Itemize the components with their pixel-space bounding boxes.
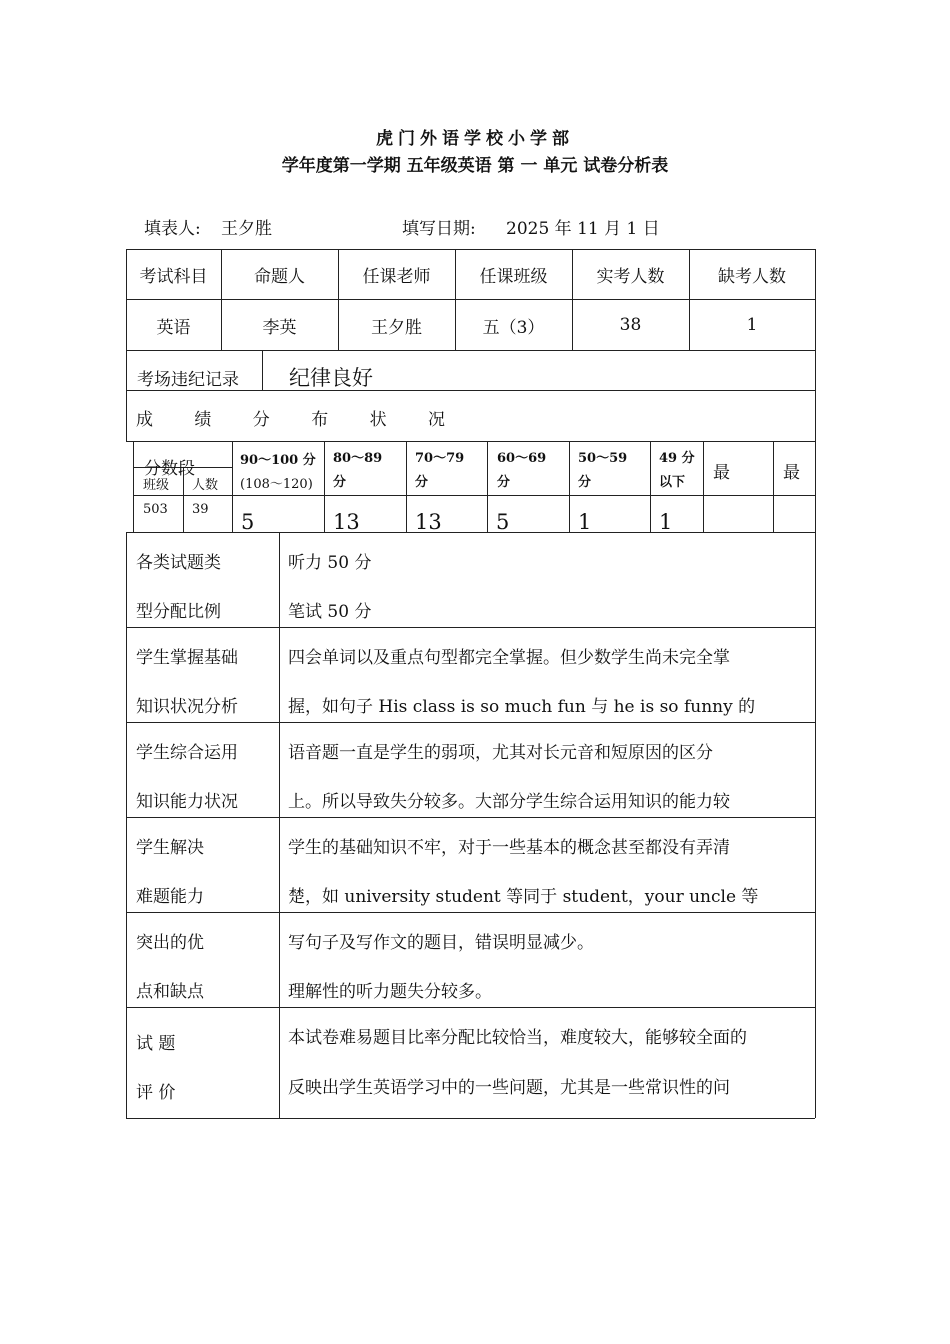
analysis-1-label-1: 各类试题类 — [136, 553, 221, 573]
analysis-4-label-1: 学生解决 — [136, 838, 204, 858]
header-class: 任课班级 — [479, 266, 548, 287]
header-absent: 缺考人数 — [718, 266, 786, 287]
analysis-3-label-1: 学生综合运用 — [136, 743, 238, 763]
analysis-4-text-2: 楚，如 university student 等同于 student，your uncle 等 — [288, 887, 759, 907]
row-range-1: 5 — [241, 510, 255, 534]
analysis-5-label-2: 点和缺点 — [136, 982, 204, 1002]
school-title: 虎门外语学校小学部 — [376, 129, 574, 149]
discipline-label: 考场违纪记录 — [137, 370, 239, 390]
analysis-1-text-1: 听力 50 分 — [288, 553, 372, 573]
range-header-3-line2: 分 — [415, 475, 429, 490]
class-label: 班级 — [143, 478, 170, 493]
range-header-1-line2: (108～120) — [240, 477, 313, 492]
analysis-6-text-2: 反映出学生英语学习中的一些问题，尤其是一些常识性的问 — [288, 1078, 730, 1098]
header-teacher: 任课老师 — [362, 266, 431, 287]
date-label: 填写日期: — [402, 219, 476, 239]
analysis-6-text-1: 本试卷难易题目比率分配比较恰当，难度较大，能够较全面的 — [288, 1028, 747, 1048]
analysis-6-label-2: 评 价 — [136, 1083, 176, 1103]
analysis-6-label-1: 试 题 — [136, 1034, 176, 1054]
form-subtitle: 学年度第一学期 五年级英语 第 一 单元 试卷分析表 — [281, 156, 669, 176]
analysis-1-label-2: 型分配比例 — [136, 602, 221, 622]
discipline-value: 纪律良好 — [289, 366, 373, 390]
range-header-4-line1: 60～69 — [497, 451, 547, 466]
filler-name: 王夕胜 — [221, 219, 272, 239]
range-header-6-line2: 以下 — [659, 475, 686, 490]
analysis-3-text-1: 语音题一直是学生的弱项，尤其对长元音和短原因的区分 — [288, 743, 713, 763]
analysis-2-label-1: 学生掌握基础 — [136, 648, 238, 668]
range-header-4-line2: 分 — [497, 475, 511, 490]
analysis-3-text-2: 上。所以导致失分较多。大部分学生综合运用知识的能力较 — [288, 792, 730, 812]
date-value: 2025 年 11 月 1 日 — [506, 219, 660, 239]
analysis-3-label-2: 知识能力状况 — [136, 792, 238, 812]
analysis-1-text-2: 笔试 50 分 — [288, 602, 372, 622]
range-header-5-line1: 50～59 — [578, 451, 628, 466]
header-subject: 考试科目 — [139, 266, 208, 287]
value-class: 五（3） — [482, 317, 545, 338]
value-teacher: 王夕胜 — [371, 317, 422, 338]
analysis-2-text-2: 握，如句子 His class is so much fun 与 he is so funny 的 — [288, 697, 756, 717]
range-header-2-line2: 分 — [333, 475, 347, 490]
analysis-5-text-2: 理解性的听力题失分较多。 — [288, 982, 492, 1002]
max-header: 最 — [713, 463, 730, 483]
value-attended: 38 — [619, 315, 642, 335]
row-range-4: 5 — [496, 510, 510, 534]
analysis-2-label-2: 知识状况分析 — [136, 697, 238, 717]
range-header-1-line1: 90～100 分 — [240, 453, 316, 468]
row-range-5: 1 — [578, 510, 592, 534]
row-range-2: 13 — [333, 510, 360, 534]
filler-label: 填表人: — [144, 219, 201, 239]
count-label: 人数 — [192, 478, 219, 493]
row-class: 503 — [143, 502, 168, 517]
row-count: 39 — [192, 502, 209, 517]
range-header-6-line1: 49 分 — [659, 451, 695, 466]
analysis-5-text-1: 写句子及写作文的题目，错误明显减少。 — [288, 933, 594, 953]
range-header-3-line1: 70～79 — [415, 451, 465, 466]
row-range-6: 1 — [659, 510, 673, 534]
corner-label: 分数段 — [144, 459, 195, 479]
header-attended: 实考人数 — [596, 266, 665, 287]
range-header-2-line1: 80～89 — [333, 451, 383, 466]
value-subject: 英语 — [156, 317, 191, 338]
analysis-5-label-1: 突出的优 — [136, 933, 204, 953]
distribution-heading: 成 绩 分 布 状 况 — [136, 410, 464, 430]
row-range-3: 13 — [415, 510, 442, 534]
header-setter: 命题人 — [254, 266, 305, 287]
min-header: 最 — [783, 463, 800, 483]
analysis-4-label-2: 难题能力 — [136, 887, 204, 907]
analysis-4-text-1: 学生的基础知识不牢，对于一些基本的概念甚至都没有弄清 — [288, 838, 730, 858]
analysis-2-text-1: 四会单词以及重点句型都完全掌握。但少数学生尚未完全掌 — [288, 648, 730, 668]
value-absent: 1 — [746, 315, 758, 335]
value-setter: 李英 — [262, 317, 297, 338]
range-header-5-line2: 分 — [578, 475, 592, 490]
